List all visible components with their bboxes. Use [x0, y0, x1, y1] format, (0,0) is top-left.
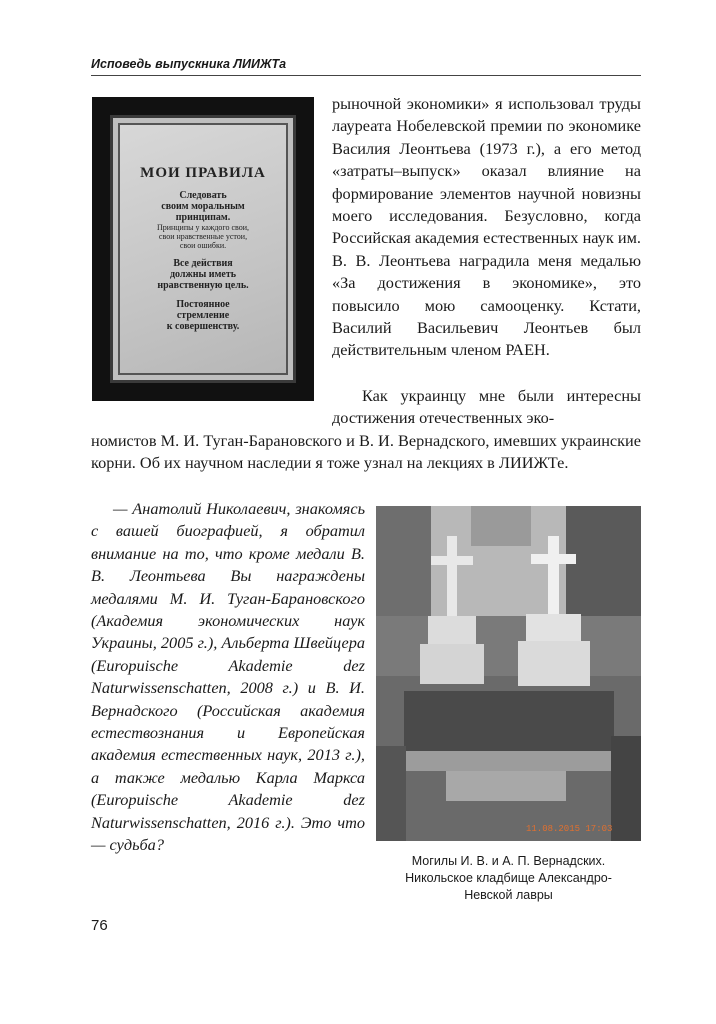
paragraph-text: номистов М. И. Туган-Барановского и В. И. Вернадского, имевших украинские корни. Об их научном наследии я тоже узнал на лекциях в ЛИИЖТе.: [91, 431, 641, 473]
paragraph-text: рыночной экономики» я использовал труды лауреата Нобелевской премии по экономике Василия Леонтьева (1973 г.), а его метод «затраты–выпуск» оказал влияние на формирование элементов научной новизны моего исследования. Безусловно, когда Российская академия естественных наук им. В. В. Леонтьева наградила меня медалью «За достижения в экономике», это повысило мою самооценку. Кстати, Василий Васильевич Леонтьев был действительным членом РАЕН.: [332, 94, 641, 360]
paragraph-text: Как украинцу мне были интересны достижения отечественных эко-: [332, 386, 641, 428]
plaque-rule3-line: Постоянное: [176, 299, 230, 310]
question-text: — Анатолий Николаевич, знакомясь с вашей биографией, я обратил внимание на то, что кроме медали В. В. Леонтьева Вы награждены медалями М. И. Туган-Барановского (Академия экономических наук Украины, 2005 г.), Альберта Швейцера (Europuische Akademie dez Naturwissenschatten, 2008 г.) и В. И. Вернадского (Российская академия естествознания и Европейская академия естественных наук, 2013 г.), а также медалью Карла Маркса (Europuische Akademie dez Naturwissenschatten, 2016 г.). Это что — судьба?: [91, 499, 365, 855]
plaque-rule2-line: нравственную цель.: [157, 280, 249, 291]
plaque-photo: [92, 97, 314, 401]
plaque-rule3-line: стремление: [176, 310, 230, 321]
plaque-rule3-line: к совершенству.: [166, 321, 240, 332]
photo-caption: [376, 853, 641, 904]
plaque-rule2-line: Все действия: [173, 258, 233, 269]
plaque-rule1-line: своим моральным: [161, 201, 245, 212]
photo-timestamp: 11.08.2015 17:03: [526, 824, 613, 834]
header-rule: [91, 75, 641, 76]
caption-line: Невской лавры: [464, 888, 553, 902]
body-paragraph-2-start: [332, 385, 641, 430]
plaque-title: МОИ ПРАВИЛА: [140, 165, 266, 181]
body-paragraph-2-end: [91, 430, 641, 475]
caption-line: Могилы И. В. и А. П. Вернадских.: [411, 854, 606, 868]
plaque-frame: [110, 115, 296, 383]
plaque-rule1-small: свои ошибки.: [179, 241, 227, 250]
plaque-rule1-small: Принципы у каждого свои,: [156, 223, 250, 232]
plaque-text: [126, 131, 280, 367]
plaque-rule2-line: должны иметь: [169, 269, 237, 280]
running-header: Исповедь выпускника ЛИИЖТа: [91, 57, 287, 71]
caption-line: Никольское кладбище Александро-: [405, 871, 612, 885]
page-number: 76: [91, 917, 108, 934]
plaque-rule1-line: принципам.: [175, 212, 231, 223]
plaque-rule1-small: свои нравственные устои,: [158, 232, 248, 241]
interview-question: [91, 498, 365, 857]
graves-illustration: [376, 506, 641, 841]
graves-photo: [376, 506, 641, 841]
body-paragraph-1: [332, 93, 641, 362]
plaque-rule1-line: Следовать: [179, 190, 227, 201]
